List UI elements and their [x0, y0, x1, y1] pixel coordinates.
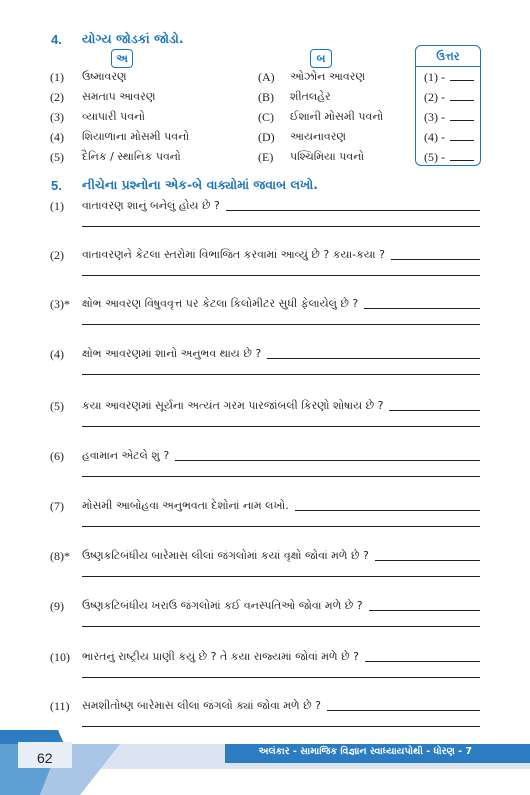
- question-number: (6): [50, 449, 64, 463]
- answer-line[interactable]: [327, 710, 480, 711]
- question-item: [0, 449, 530, 489]
- question-number: (4): [50, 347, 64, 361]
- page-number: 62: [37, 750, 53, 766]
- column-b-label: બ: [310, 49, 332, 68]
- match-a-text: દૈનિક / સ્થાનિક પવનો: [82, 150, 181, 163]
- match-a-number: (1): [50, 70, 64, 84]
- question-item: [0, 650, 530, 690]
- answer-line[interactable]: [226, 210, 480, 211]
- question-number: (1): [50, 199, 64, 213]
- question-item: [0, 499, 530, 539]
- match-answer-blank[interactable]: [450, 100, 474, 101]
- match-b-number: (A): [258, 70, 275, 84]
- question-item: [0, 297, 530, 337]
- match-a-number: (2): [50, 90, 64, 104]
- answer-line[interactable]: [82, 726, 480, 727]
- match-b-number: (B): [258, 90, 274, 104]
- section5-number: 5.: [51, 178, 62, 193]
- answer-header: ઉત્તર: [416, 46, 480, 67]
- question-number: (9): [50, 599, 64, 613]
- question-text: વાતાવરણ શાનું બનેલું હોય છે ?: [82, 199, 220, 212]
- match-b-number: (E): [258, 150, 274, 164]
- match-row: [0, 150, 530, 170]
- match-b-number: (C): [258, 110, 274, 124]
- match-answer-blank[interactable]: [450, 120, 474, 121]
- question-text: ભારતનું રાષ્ટ્રીય પ્રાણી કયું છે ? તે કયા રાજ્યમાં જોવાં મળે છે ?: [82, 650, 359, 663]
- question-number: (7): [50, 499, 64, 513]
- question-text: કયા આવરણમાં સૂર્યના અત્યંત ગરમ પારજાંબલી કિરણો શોષાય છે ?: [82, 399, 384, 412]
- match-row: [0, 90, 530, 110]
- match-answer-label: (1) -: [424, 70, 445, 84]
- answer-line[interactable]: [391, 259, 480, 260]
- question-text: સમશીતોષ્ણ બારેમાસ લીલાં જંગલો ક્યાં જોવા મળે છે ?: [82, 699, 321, 712]
- answer-line[interactable]: [389, 410, 480, 411]
- book-title: અલંકાર - સામાજિક વિજ્ઞાન સ્વાધ્યાયપોથી - ધોરણ - 7: [258, 746, 472, 757]
- match-answer-label: (3) -: [424, 110, 445, 124]
- match-b-text: શીતલહેર: [290, 90, 331, 103]
- question-item: [0, 347, 530, 387]
- match-a-number: (5): [50, 150, 64, 164]
- match-answer-blank[interactable]: [450, 160, 474, 161]
- match-row: [0, 110, 530, 130]
- match-a-text: સમતાપ આવરણ: [82, 90, 156, 103]
- question-number: (10): [50, 650, 70, 664]
- question-text: ક્ષોભ આવરણ વિષુવવૃત્ત પર કેટલા કિલોમીટર સુધી ફેલાયેલું છે ?: [82, 297, 359, 310]
- match-row: [0, 70, 530, 90]
- answer-line[interactable]: [82, 426, 480, 427]
- answer-line[interactable]: [82, 275, 480, 276]
- section4-number: 4.: [51, 32, 62, 47]
- question-item: [0, 199, 530, 239]
- answer-line[interactable]: [82, 576, 480, 577]
- match-answer-label: (4) -: [424, 130, 445, 144]
- match-b-text: પશ્ચિમિયા પવનો: [290, 150, 365, 163]
- match-a-text: વ્યાપારી પવનો: [82, 110, 146, 123]
- question-text: ઉષ્ણકટિબંધીય બારેમાસ લીલાં જંગલોમાં કયાં વૃક્ષો જોવાં મળે છે ?: [82, 549, 369, 562]
- match-b-text: ઓઝોન આવરણ: [290, 70, 366, 83]
- section4-title: યોગ્ય જોડકાં જોડો.: [82, 31, 184, 46]
- answer-line[interactable]: [365, 661, 480, 662]
- match-b-number: (D): [258, 130, 275, 144]
- question-number: (11): [50, 699, 70, 713]
- match-answer-label: (2) -: [424, 90, 445, 104]
- question-number: (8)*: [50, 549, 70, 563]
- answer-line[interactable]: [175, 460, 480, 461]
- match-answer-label: (5) -: [424, 150, 445, 164]
- match-a-text: ઉષ્માવરણ: [82, 70, 127, 83]
- match-row: [0, 130, 530, 150]
- match-answer-blank[interactable]: [450, 140, 474, 141]
- match-b-text: ઈશાની મોસમી પવનો: [290, 110, 384, 123]
- question-text: વાતાવરણને કેટલા સ્તરોમાં વિભાજિત કરવામાં આવ્યું છે ? કયા-કયા ?: [82, 248, 385, 261]
- question-number: (2): [50, 248, 64, 262]
- question-number: (5): [50, 399, 64, 413]
- question-text: મોસમી આબોહવા અનુભવતા દેશોનાં નામ લખો.: [82, 499, 289, 512]
- question-text: ક્ષોભ આવરણમાં શાનો અનુભવ થાય છે ?: [82, 347, 262, 360]
- question-text: ઉષ્ણકટિબંધીય ખરાઉ જંગલોમાં કઈ વનસ્પતિઓ જોવા મળે છે ?: [82, 599, 363, 612]
- question-text: હવામાન એટલે શું ?: [82, 449, 170, 462]
- answer-line[interactable]: [82, 226, 480, 227]
- answer-line[interactable]: [82, 526, 480, 527]
- question-item: [0, 399, 530, 439]
- answer-line[interactable]: [295, 510, 480, 511]
- answer-line[interactable]: [82, 626, 480, 627]
- match-answer-blank[interactable]: [450, 80, 474, 81]
- answer-line[interactable]: [82, 374, 480, 375]
- question-item: [0, 599, 530, 639]
- section5-title: નીચેના પ્રશ્નોના એક-બે વાક્યોમાં જવાબ લખો.: [82, 177, 319, 192]
- answer-line[interactable]: [267, 358, 480, 359]
- question-item: [0, 549, 530, 589]
- match-a-number: (3): [50, 110, 64, 124]
- answer-line[interactable]: [364, 308, 480, 309]
- answer-line[interactable]: [82, 324, 480, 325]
- answer-line[interactable]: [82, 677, 480, 678]
- answer-line[interactable]: [369, 610, 480, 611]
- question-number: (3)*: [50, 297, 70, 311]
- match-a-number: (4): [50, 130, 64, 144]
- question-item: [0, 248, 530, 288]
- answer-line[interactable]: [375, 560, 480, 561]
- match-a-text: શિયાળાના મોસમી પવનો: [82, 130, 190, 143]
- answer-line[interactable]: [82, 476, 480, 477]
- column-a-label: અ: [111, 49, 133, 68]
- match-b-text: આયનાવરણ: [290, 130, 347, 143]
